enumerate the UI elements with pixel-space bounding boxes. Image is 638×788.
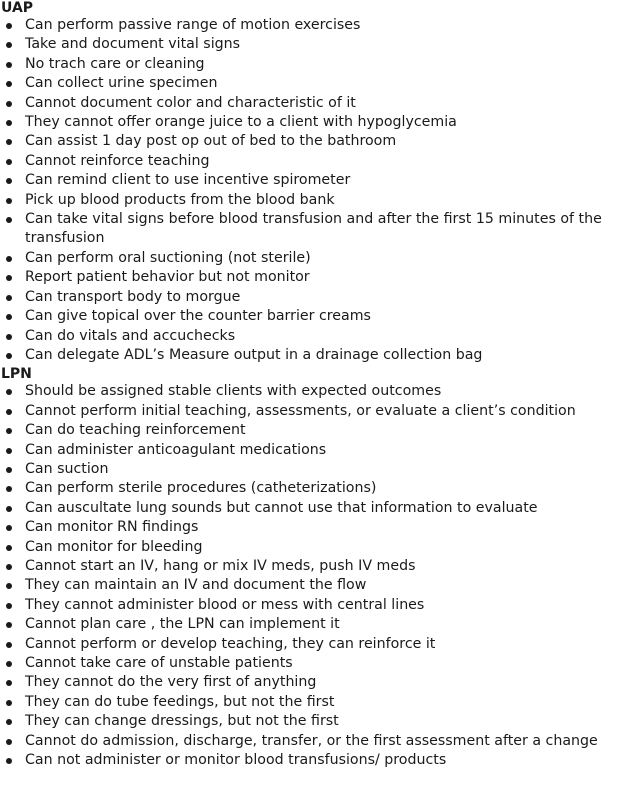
bullet-icon [6,81,12,87]
bullet-icon [6,700,12,706]
bullet-icon [6,62,12,68]
bullet-icon [6,314,12,320]
list-item: Should be assigned stable clients with expected outcomes [0,382,634,401]
bullet-icon [6,217,12,223]
list-item: Can perform sterile procedures (catheterizations) [0,479,634,498]
bullet-icon [6,467,12,473]
bullet-icon [6,758,12,764]
bullet-icon [6,334,12,340]
list-item: Cannot plan care , the LPN can implement it [0,615,634,634]
list-item: Cannot do admission, discharge, transfer, or the first assessment after a change [0,732,634,751]
lpn-list [0,382,634,770]
list-item: Cannot perform initial teaching, assessments, or evaluate a client’s condition [0,402,634,421]
list-item: They cannot administer blood or mess with central lines [0,596,634,615]
bullet-icon [6,23,12,29]
list-item: Report patient behavior but not monitor [0,268,634,287]
bullet-icon [6,409,12,415]
bullet-icon [6,448,12,454]
bullet-icon [6,256,12,262]
bullet-icon [6,120,12,126]
bullet-icon [6,642,12,648]
list-item: Can administer anticoagulant medications [0,441,634,460]
list-item: Can give topical over the counter barrier creams [0,307,634,326]
list-item: They can change dressings, but not the first [0,712,634,731]
bullet-icon [6,525,12,531]
bullet-icon [6,101,12,107]
bullet-icon [6,389,12,395]
bullet-icon [6,159,12,165]
bullet-icon [6,198,12,204]
list-item: Cannot perform or develop teaching, they can reinforce it [0,635,634,654]
bullet-icon [6,178,12,184]
list-item: Can not administer or monitor blood transfusions/ products [0,751,634,770]
bullet-icon [6,603,12,609]
section-title-uap: UAP [1,0,34,16]
bullet-icon [6,719,12,725]
bullet-icon [6,661,12,667]
list-item: They can maintain an IV and document the flow [0,576,634,595]
list-item: Take and document vital signs [0,35,634,54]
list-item: Cannot document color and characteristic of it [0,94,634,113]
bullet-icon [6,139,12,145]
list-item: Can transport body to morgue [0,288,634,307]
list-item: Cannot take care of unstable patients [0,654,634,673]
bullet-icon [6,428,12,434]
bullet-icon [6,583,12,589]
bullet-icon [6,353,12,359]
list-item: Pick up blood products from the blood bank [0,191,634,210]
list-item: Can auscultate lung sounds but cannot use that information to evaluate [0,499,634,518]
list-item: Can monitor for bleeding [0,538,634,557]
list-item: Can perform oral suctioning (not sterile) [0,249,634,268]
list-item: No trach care or cleaning [0,55,634,74]
list-item: Can perform passive range of motion exercises [0,16,634,35]
list-item: Can assist 1 day post op out of bed to the bathroom [0,132,634,151]
list-item: Can delegate ADL’s Measure output in a drainage collection bag [0,346,634,365]
bullet-icon [6,564,12,570]
list-item: Can collect urine specimen [0,74,634,93]
bullet-icon [6,545,12,551]
list-item: Can do vitals and accuchecks [0,327,634,346]
bullet-icon [6,42,12,48]
list-item: Can monitor RN findings [0,518,634,537]
bullet-icon [6,506,12,512]
list-item: Can take vital signs before blood transfusion and after the first 15 minutes of the transfusion [0,210,634,249]
uap-list [0,16,634,365]
bullet-icon [6,739,12,745]
list-item: Can suction [0,460,634,479]
bullet-icon [6,275,12,281]
list-item: Can do teaching reinforcement [0,421,634,440]
bullet-icon [6,295,12,301]
list-item: Cannot reinforce teaching [0,152,634,171]
list-item: Can remind client to use incentive spirometer [0,171,634,190]
bullet-icon [6,680,12,686]
bullet-icon [6,622,12,628]
list-item: They can do tube feedings, but not the first [0,693,634,712]
list-item: Cannot start an IV, hang or mix IV meds, push IV meds [0,557,634,576]
list-item: They cannot do the very first of anything [0,673,634,692]
list-item: They cannot offer orange juice to a client with hypoglycemia [0,113,634,132]
bullet-icon [6,486,12,492]
section-title-lpn: LPN [1,366,32,383]
